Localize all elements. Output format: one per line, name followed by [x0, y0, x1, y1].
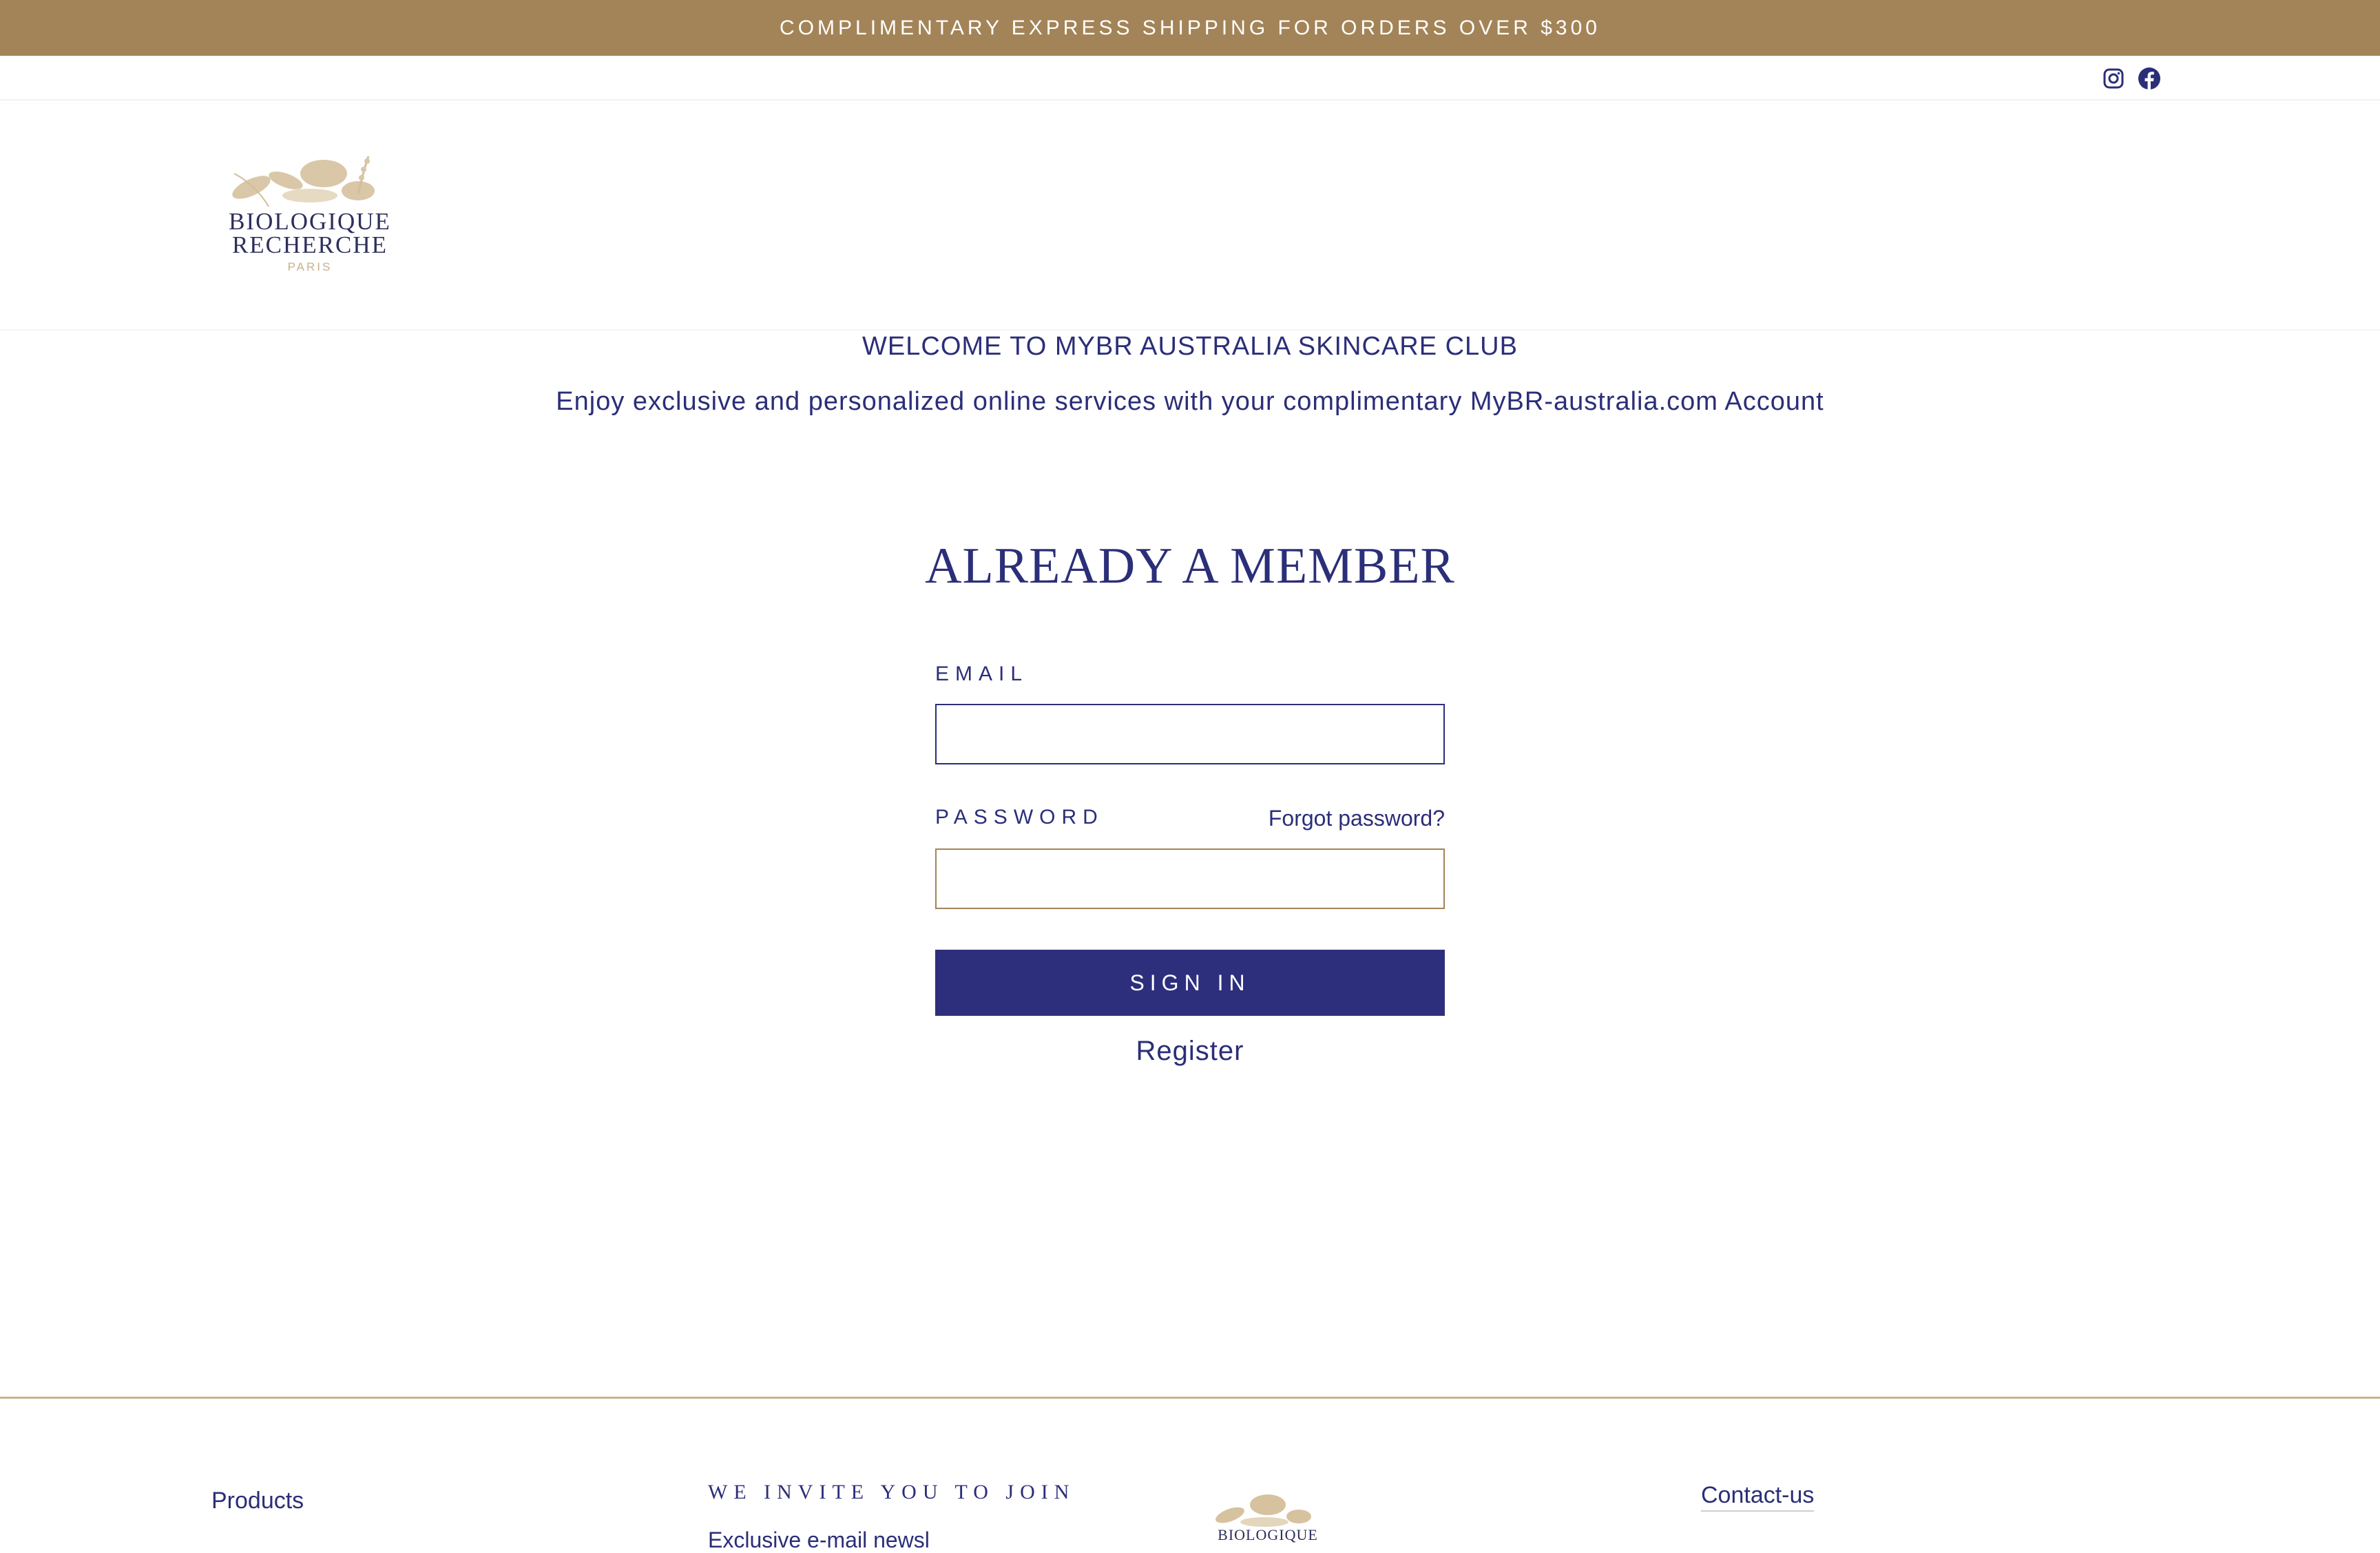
- register-link[interactable]: Register: [1136, 1036, 1244, 1066]
- login-title: ALREADY A MEMBER: [925, 538, 1455, 594]
- botanical-illustration-icon: [220, 153, 399, 208]
- footer-newsletter-title: WE INVITE YOU TO JOIN: [708, 1481, 1076, 1503]
- announcement-text: COMPLIMENTARY EXPRESS SHIPPING FOR ORDERS OVER $300: [780, 16, 1600, 39]
- email-field[interactable]: [935, 704, 1445, 764]
- announcement-bar: [0, 0, 2380, 56]
- welcome-subtitle: Enjoy exclusive and personalized online services with your complimentary MyBR-australia.com Account: [556, 387, 1824, 416]
- footer-contact-link[interactable]: Contact-us: [1701, 1482, 1814, 1512]
- email-label: EMAIL: [935, 663, 1029, 685]
- instagram-link[interactable]: [2100, 65, 2127, 92]
- site-header: [0, 101, 2380, 331]
- instagram-icon: [2102, 67, 2125, 90]
- footer-botanical-icon: [1202, 1488, 1333, 1529]
- welcome-heading: WELCOME TO MYBR AUSTRALIA SKINCARE CLUB: [862, 332, 1518, 361]
- footer-logo-wordmark: BIOLOGIQUE: [1218, 1526, 1318, 1543]
- forgot-password-link[interactable]: Forgot password?: [1268, 806, 1445, 831]
- logo-wordmark-line3: PARIS: [287, 260, 333, 273]
- footer-newsletter-text: Exclusive e-mail newsl: [708, 1528, 930, 1552]
- facebook-link[interactable]: [2136, 65, 2162, 92]
- password-label: PASSWORD: [935, 806, 1104, 828]
- footer-divider: [0, 1397, 2380, 1399]
- logo-wordmark-line2: RECHERCHE: [231, 231, 388, 258]
- footer-products-link[interactable]: Products: [211, 1488, 304, 1514]
- logo-wordmark-line1: BIOLOGIQUE: [229, 208, 391, 235]
- top-utility-bar: [0, 56, 2380, 101]
- brand-logo[interactable]: [213, 153, 406, 284]
- sign-in-button[interactable]: SIGN IN: [935, 950, 1445, 1016]
- facebook-icon: [2138, 67, 2161, 90]
- password-field[interactable]: [935, 848, 1445, 909]
- footer-logo: [1202, 1488, 1333, 1543]
